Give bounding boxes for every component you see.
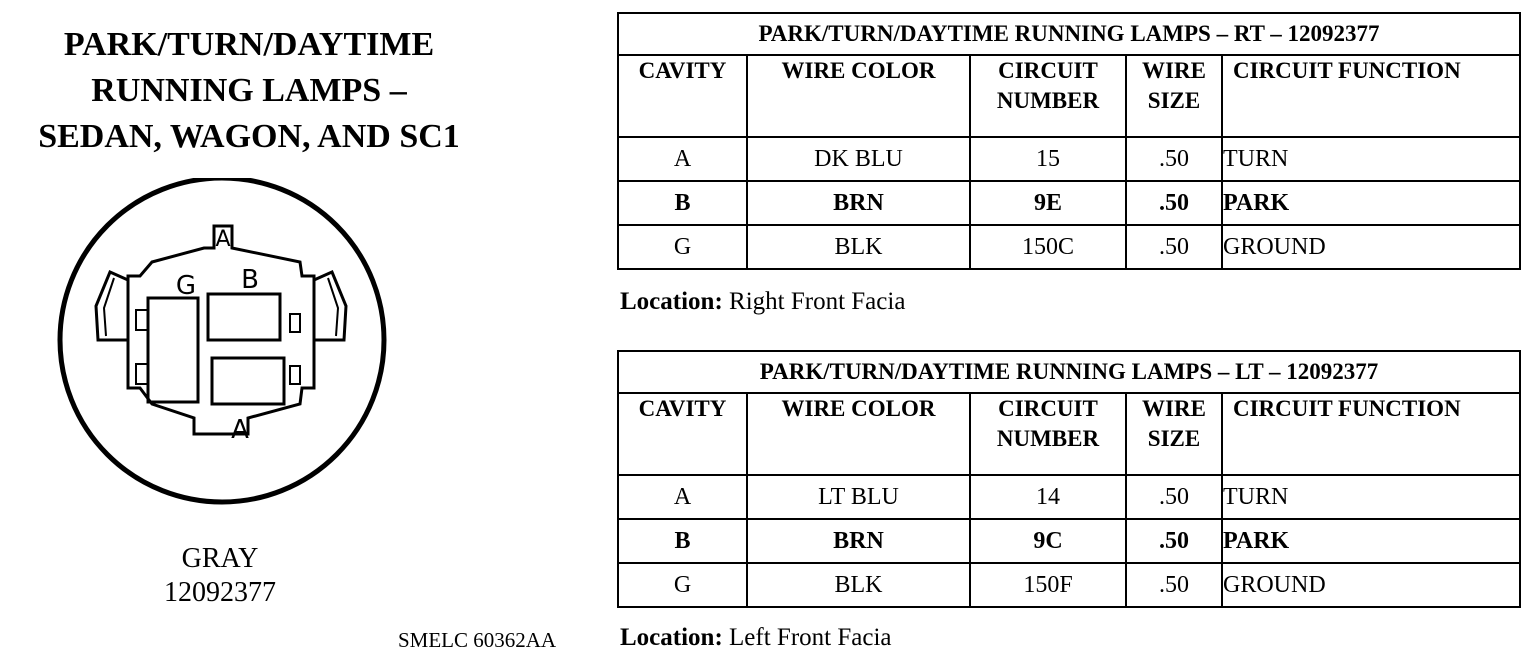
cell-size: .50 (1126, 563, 1222, 607)
header-size-line2: SIZE (1147, 88, 1201, 113)
cavity-a-label: A (231, 415, 249, 445)
top-key-label: A (215, 227, 231, 252)
header-circuit-function: CIRCUIT FUNCTION (1222, 55, 1520, 137)
cell-function: PARK (1222, 519, 1520, 563)
table-row (618, 181, 1520, 225)
cell-cavity: G (618, 563, 747, 607)
table-row (618, 563, 1520, 607)
cell-function: PARK (1222, 181, 1520, 225)
table-caption: PARK/TURN/DAYTIME RUNNING LAMPS – LT – 12092377 (618, 351, 1520, 393)
cavity-a-terminal (212, 358, 284, 404)
cell-size: .50 (1126, 475, 1222, 519)
header-size-line2: SIZE (1147, 426, 1201, 451)
table-row (618, 475, 1520, 519)
cell-wire-color: DK BLU (747, 137, 970, 181)
cavity-b-label: B (241, 265, 259, 295)
rt-location (620, 288, 905, 316)
cell-circuit: 9E (970, 181, 1126, 225)
cell-circuit: 14 (970, 475, 1126, 519)
title-line-2: RUNNING LAMPS – (91, 72, 407, 109)
figure-code: SMELC 60362AA (398, 628, 557, 652)
header-cavity: CAVITY (618, 393, 747, 475)
header-wire-line1: WIRE (1142, 396, 1206, 421)
header-wire-color: WIRE COLOR (747, 393, 970, 475)
header-circuit-line1: CIRCUIT (998, 396, 1098, 421)
cavity-g-terminal (148, 298, 198, 402)
header-circuit-function: CIRCUIT FUNCTION (1222, 393, 1520, 475)
cell-cavity: A (618, 137, 747, 181)
location-label: Location: (620, 288, 723, 315)
lt-location (620, 624, 891, 652)
header-circuit-number (970, 55, 1126, 137)
table-row (618, 225, 1520, 269)
cell-wire-color: BLK (747, 563, 970, 607)
header-wire-size (1126, 55, 1222, 137)
header-circuit-line2: NUMBER (996, 426, 1100, 451)
cavity-g-label: G (175, 271, 197, 301)
cell-circuit: 15 (970, 137, 1126, 181)
cell-cavity: B (618, 181, 747, 225)
location-value: Left Front Facia (729, 624, 892, 651)
cell-wire-color: BRN (747, 181, 970, 225)
cell-wire-color: LT BLU (747, 475, 970, 519)
table-caption: PARK/TURN/DAYTIME RUNNING LAMPS – RT – 12092377 (618, 13, 1520, 55)
cell-function: TURN (1222, 137, 1520, 181)
cell-circuit: 150F (970, 563, 1126, 607)
cell-wire-color: BLK (747, 225, 970, 269)
cell-cavity: A (618, 475, 747, 519)
header-wire-line1: WIRE (1142, 58, 1206, 83)
cell-circuit: 150C (970, 225, 1126, 269)
title-line-1: PARK/TURN/DAYTIME (63, 26, 435, 63)
cell-cavity: G (618, 225, 747, 269)
lt-pinout-table (617, 350, 1521, 608)
header-circuit-line2: NUMBER (996, 88, 1100, 113)
cell-size: .50 (1126, 519, 1222, 563)
connector-color: GRAY (181, 543, 259, 574)
header-circuit-number (970, 393, 1126, 475)
rt-pinout-table (617, 12, 1521, 270)
diagram-title (0, 22, 498, 160)
header-circuit-line1: CIRCUIT (998, 58, 1098, 83)
location-label: Location: (620, 624, 723, 651)
title-line-3: SEDAN, WAGON, AND SC1 (38, 118, 460, 155)
table-row (618, 519, 1520, 563)
table-row (618, 137, 1520, 181)
cell-function: TURN (1222, 475, 1520, 519)
header-wire-size (1126, 393, 1222, 475)
cell-function: GROUND (1222, 563, 1520, 607)
cell-size: .50 (1126, 137, 1222, 181)
cell-function: GROUND (1222, 225, 1520, 269)
cell-wire-color: BRN (747, 519, 970, 563)
location-value: Right Front Facia (729, 288, 906, 315)
cavity-b-terminal (208, 294, 280, 340)
connector-face-diagram (52, 178, 392, 518)
cell-size: .50 (1126, 225, 1222, 269)
header-wire-color: WIRE COLOR (747, 55, 970, 137)
cell-cavity: B (618, 519, 747, 563)
cell-circuit: 9C (970, 519, 1126, 563)
connector-part-number: 12092377 (164, 577, 276, 608)
header-cavity: CAVITY (618, 55, 747, 137)
cell-size: .50 (1126, 181, 1222, 225)
